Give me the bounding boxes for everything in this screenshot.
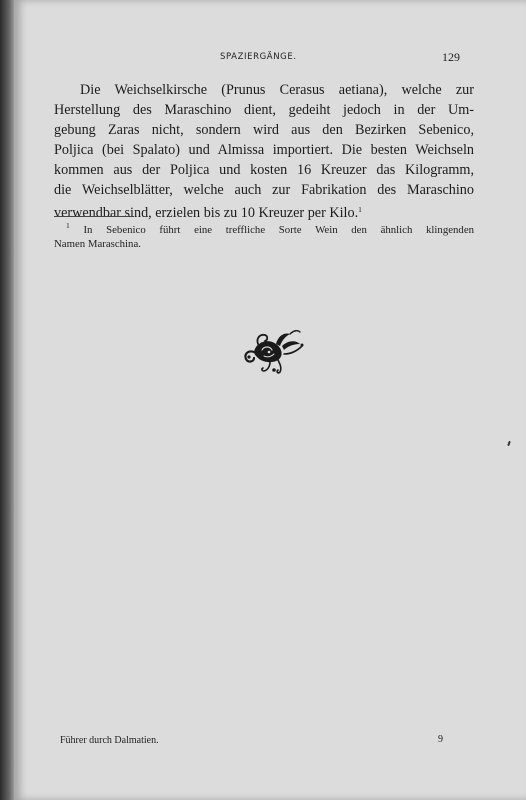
footnote-line <box>54 219 474 237</box>
footnote <box>54 219 474 251</box>
paragraph-line: kommen aus der Poljica und kosten 16 Kreuzer das Kilogramm, <box>54 162 474 178</box>
footnote-text: In Sebenico führt eine treffliche Sorte Wein den ähnlich klingenden <box>83 224 475 236</box>
paragraph-line: gebung Zaras nicht, sondern wird aus den Bezirken Sebenico, <box>54 122 474 138</box>
book-title-footer: Führer durch Dalmatien. <box>60 735 159 746</box>
paragraph-line: die Weichselblätter, welche auch zur Fabrikation des Maraschino <box>54 182 474 198</box>
floral-ornament-icon <box>240 326 306 376</box>
paragraph-line: Herstellung des Maraschino dient, gedeiht jedoch in der Um- <box>54 102 474 118</box>
paragraph-line: Die Weichselkirsche (Prunus Cerasus aetiana), welche zur <box>80 82 474 98</box>
book-page <box>14 0 526 800</box>
footnote-separator <box>54 216 134 217</box>
running-title: SPAZIERGÄNGE. <box>220 52 297 62</box>
page-number: 129 <box>442 50 460 64</box>
footnote-reference: 1 <box>358 205 362 214</box>
paragraph-line-text: verwendbar sind, erzielen bis zu 10 Kreuzer per Kilo. <box>54 205 359 221</box>
footnote-marker: 1 <box>66 221 70 230</box>
signature-number: 9 <box>438 734 443 745</box>
paragraph-line: Poljica (bei Spalato) und Almissa importiert. Die besten Weichseln <box>54 142 474 158</box>
footnote-line: Namen Maraschina. <box>54 238 141 250</box>
paper-speck <box>507 441 511 446</box>
book-spine-edge <box>0 0 14 800</box>
main-paragraph <box>54 80 474 223</box>
running-head <box>14 52 526 68</box>
